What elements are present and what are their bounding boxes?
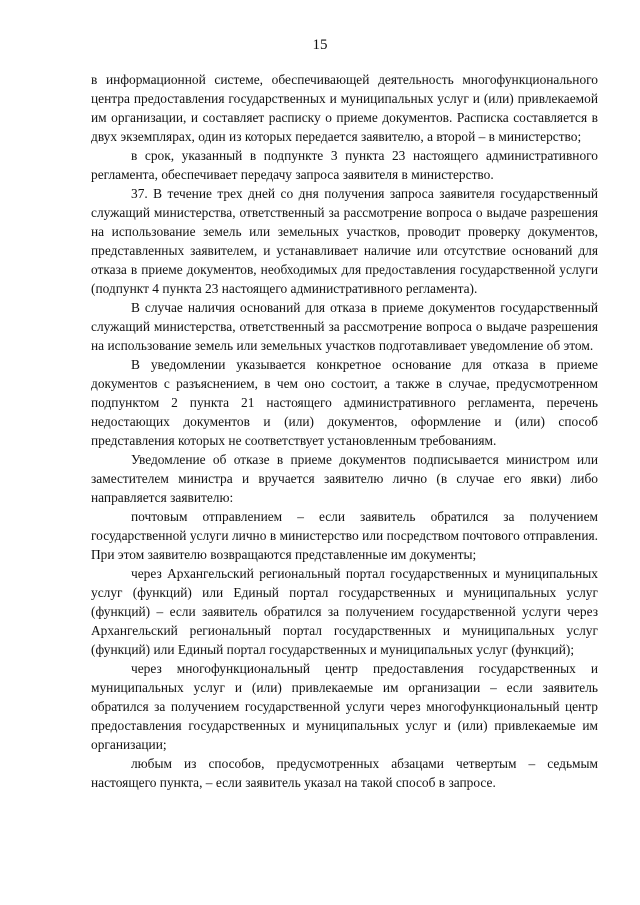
paragraph: В случае наличия оснований для отказа в приеме документов государственный служащий министерства, ответственный за рассмотрение вопроса о выдаче разрешения на использование земель или земельных участков подготавливает уведомление об этом. <box>91 300 598 353</box>
document-body <box>91 70 598 792</box>
paragraph: Уведомление об отказе в приеме документов подписывается министром или заместителем министра и вручается заявителю лично (в случае его явки) либо направляется заявителю: <box>91 452 598 505</box>
paragraph: 37. В течение трех дней со дня получения запроса заявителя государственный служащий министерства, ответственный за рассмотрение вопроса о выдаче разрешения на использование земель или земельных участков, проводит проверку документов, представленных заявителем, и устанавливает наличие или отсутствие оснований для отказа в приеме документов, необходимых для предоставления государственной услуги (подпункт 4 пункта 23 настоящего административного регламента). <box>91 186 598 296</box>
paragraph: в срок, указанный в подпункте 3 пункта 23 настоящего административного регламента, обеспечивает передачу запроса заявителя в министерство. <box>91 148 598 182</box>
paragraph: через Архангельский региональный портал государственных и муниципальных услуг (функций) или Единый портал государственных и муниципальных услуг (функций) – если заявитель обратился за получением государственной услуги через Архангельский региональный портал государственных и муниципальных услуг (функций) или Единый портал государственных и муниципальных услуг (функций); <box>91 566 598 657</box>
paragraph: любым из способов, предусмотренных абзацами четвертым – седьмым настоящего пункта, – если заявитель указал на такой способ в запросе. <box>91 756 598 790</box>
paragraph: почтовым отправлением – если заявитель обратился за получением государственной услуги лично в министерство или посредством почтового отправления. При этом заявителю возвращаются представленные им документы; <box>91 509 598 562</box>
paragraph: В уведомлении указывается конкретное основание для отказа в приеме документов с разъяснением, в чем оно состоит, а также в случае, предусмотренном подпунктом 2 пункта 21 настоящего административного регламента, перечень недостающих документов и (или) документов, оформление и (или) способ представления которых не соответствует установленным требованиям. <box>91 357 598 448</box>
paragraph: в информационной системе, обеспечивающей деятельность многофункционального центра предоставления государственных и муниципальных услуг и (или) привлекаемой им организации, и составляет расписку о приеме документов. Расписка составляется в двух экземплярах, один из которых передается заявителю, а второй – в министерство; <box>91 72 598 144</box>
page-number: 15 <box>312 37 328 53</box>
paragraph: через многофункциональный центр предоставления государственных и муниципальных услуг и (или) привлекаемые им организации – если заявитель обратился за получением государственной услуги через многофункциональный центр предоставления государственных и муниципальных услуг и (или) привлекаемые им организации; <box>91 661 598 752</box>
